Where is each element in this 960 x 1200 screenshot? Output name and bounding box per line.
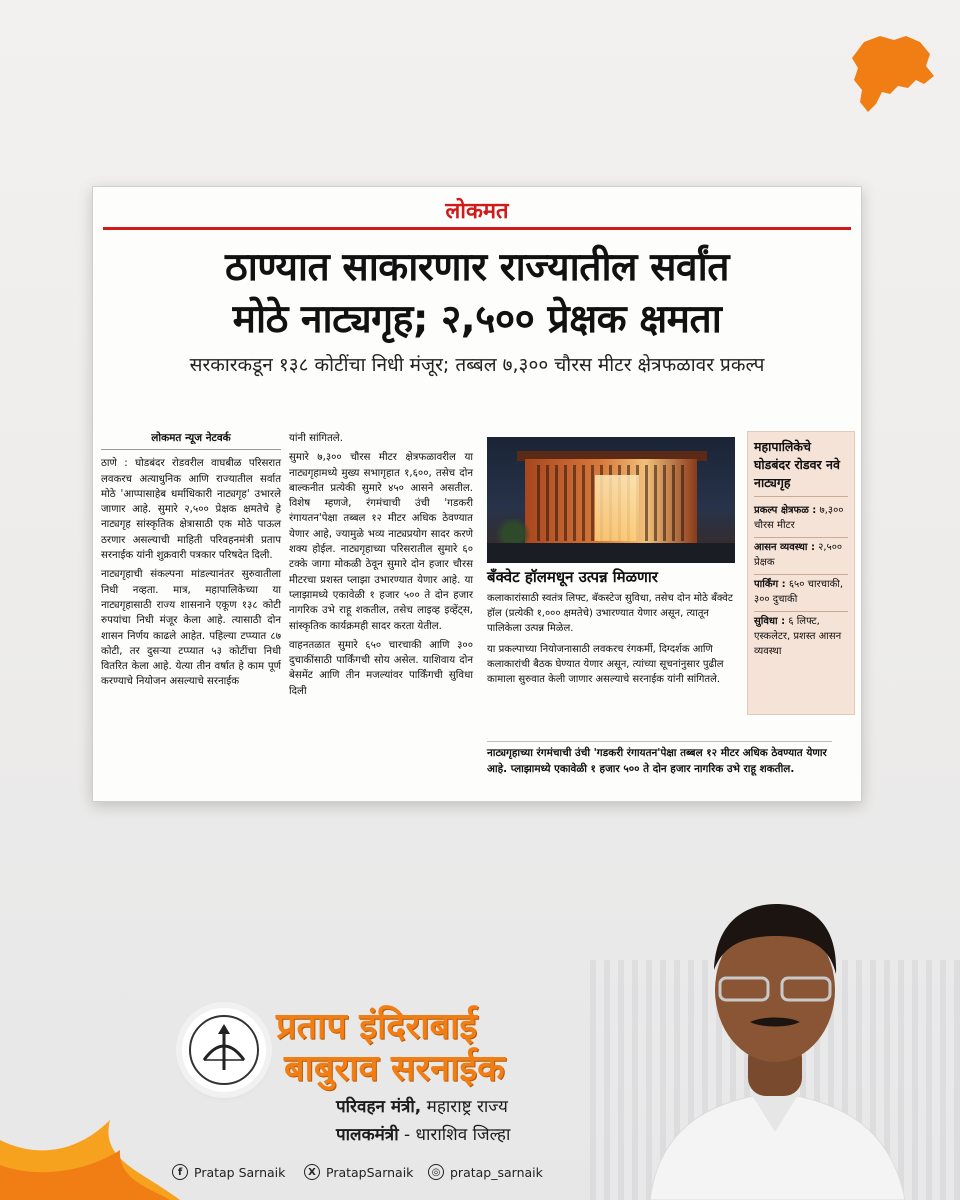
x-twitter-handle: PratapSarnaik [326, 1164, 414, 1180]
facebook-link[interactable] [172, 1164, 285, 1180]
headline-line-1: ठाण्यात साकारणार राज्यातील सर्वांत [225, 245, 729, 290]
role-line-1: परिवहन मंत्री, महाराष्ट्र राज्य [336, 1097, 508, 1117]
headline [103, 242, 851, 346]
info-box [747, 431, 855, 715]
instagram-link[interactable] [428, 1164, 543, 1180]
headline-line-2: मोठे नाट्यगृह; २,५०० प्रेक्षक क्षमता [232, 297, 722, 342]
info-item: सुविधा : ६ लिफ्ट, एस्कलेटर, प्रशस्त आसन व्यवस्था [754, 616, 842, 657]
column-2-paragraph: यांनी सांगितले. [289, 433, 343, 444]
instagram-icon: ◎ [428, 1164, 444, 1180]
article-column-2 [289, 431, 473, 703]
facebook-handle: Pratap Sarnaik [194, 1164, 286, 1180]
maharashtra-map-logo [846, 32, 938, 116]
saffron-flame-decoration [0, 1080, 180, 1200]
section-text [487, 591, 737, 693]
column-2-paragraph: वाहनतळात सुमारे ६५० चारचाकी आणि ३०० दुचाकींसाठी पार्किंगची सोय असेल. याशिवाय दोन बेसमेंट आणि तीन मजल्यांवर पार्किंगची सुविधा दिली [289, 639, 473, 697]
section-paragraph: कलाकारांसाठी स्वतंत्र लिफ्ट, बॅकस्टेज सुविधा, तसेच दोन मोठे बँक्वेट हॉल (प्रत्येकी १,००० क्षमतेचे) उभारण्यात येणार असून, त्यातून पालिकेला उत्पन्न मिळेल. [487, 593, 733, 634]
role-line-2: पालकमंत्री - धाराशिव जिल्हा [336, 1125, 511, 1145]
name-line-1: प्रताप इंदिराबाई [276, 1005, 478, 1047]
column-2-paragraph: सुमारे ७,३०० चौरस मीटर क्षेत्रफळावरील या नाट्यगृहामध्ये मुख्य सभागृहात १,६००, तसेच दोन बाल्कनीत प्रत्येकी सुमारे ४५० आसने असतील. विशेष म्हणजे, रंगमंचाची उंची 'गडकरी रंगायतन'पेक्षा तब्बल १२ मीटर अधिक ठेवण्यात येणार आहे, ज्यामुळे भव्य नाट्यप्रयोग सादर करणे शक्य होईल. नाट्यगृहाच्या परिसरातील सुमारे ६० टक्के जागा मोकळी ठेवून सुमारे दोन हजार चौरस मीटरचा प्रशस्त प्लाझा उभारण्यात येणार आहे. या प्लाझामध्ये एकावेळी १ हजार ५०० ते दोन हजार नागरिक उभे राहू शकतील, तसेच लाइव्ह इव्हेंट्स, सांस्कृतिक कार्यक्रमही सादर करता येतील. [289, 452, 473, 632]
article-columns [93, 431, 861, 801]
column-1-paragraph: ठाणे : घोडबंदर रोडवरील वाघबीळ परिसरात लवकरच अत्याधुनिक आणि राज्यातील सर्वात मोठे 'आप्पासाहेब धर्माधिकारी नाट्यगृह' उभारले जाणार आहे. सुमारे २,५०० प्रेक्षक क्षमतेचे हे नाट्यगृह सांस्कृतिक क्षेत्रासाठी एक मोठे पाऊल ठरणार असल्याची माहिती परिवहनमंत्री प्रताप सरनाईक यांनी शुक्रवारी पत्रकार परिषदेत दिली. [101, 458, 281, 562]
x-twitter-link[interactable] [304, 1164, 413, 1180]
portrait-photo [590, 870, 960, 1200]
section-title: बँक्वेट हॉलमधून उत्पन्न मिळणार [487, 568, 658, 586]
info-item: आसन व्यवस्था : २,५०० प्रेक्षक [754, 538, 848, 575]
column-1-paragraph: नाट्यगृहाची संकल्पना मांडल्यानंतर सुरुवातीला निधी नव्हता. मात्र, महापालिकेच्या या नाट्यगृहासाठी राज्य शासनाने एकूण १३८ कोटी रुपयांचा निधी मंजूर केला आहे. त्यासाठी दोन शासन निर्णय काढले आहेत. पहिल्या टप्प्यात ८७ कोटी, तर दुसऱ्या टप्प्यात ५३ कोटींचा निधी वितरित केला आहे. येत्या तीन वर्षात हे काम पूर्ण करण्याचे नियोजन असल्याचे सरनाईक [101, 569, 281, 688]
instagram-handle: pratap_sarnaik [450, 1164, 543, 1180]
info-item: प्रकल्प क्षेत्रफळ : ७,३०० चौरस मीटर [754, 501, 848, 538]
facebook-icon: f [172, 1164, 188, 1180]
x-twitter-icon: X [304, 1164, 320, 1180]
party-emblem-icon [182, 1008, 266, 1092]
article-column-1 [101, 431, 281, 694]
info-box-title: महापालिकेचे घोडबंदर रोडवर नवे नाट्यगृह [754, 438, 848, 497]
subheadline: सरकारकडून १३८ कोटींचा निधी मंजूर; तब्बल ७,३०० चौरस मीटर क्षेत्रफळावर प्रकल्प [189, 354, 765, 376]
newspaper-masthead: लोकमत [445, 198, 509, 224]
newspaper-clipping [92, 186, 862, 802]
section-paragraph: या प्रकल्पाच्या नियोजनासाठी लवकरच रंगकर्मी, दिग्दर्शक आणि कलाकारांची बैठक घेण्यात येणार असून, त्यांच्या सूचनांनुसार पुढील कामाला सुरुवात केली जाणार असल्याचे सरनाईक यांनी सांगितले. [487, 644, 724, 685]
paper-header [103, 187, 851, 230]
theatre-rendering-photo [487, 437, 735, 563]
info-item: पार्किंग : ६५० चारचाकी, ३०० दुचाकी [754, 575, 848, 612]
name-line-2: बाबुराव सरनाईक [284, 1047, 505, 1089]
photo-caption: नाट्यगृहाच्या रंगमंचाची उंची 'गडकरी रंगायतन'पेक्षा तब्बल १२ मीटर अधिक ठेवण्यात येणार आहे. प्लाझामध्ये एकावेळी १ हजार ५०० ते दोन हजार नागरिक उभे राहू शकतील. [487, 741, 832, 777]
byline: लोकमत न्यूज नेटवर्क [101, 431, 281, 450]
